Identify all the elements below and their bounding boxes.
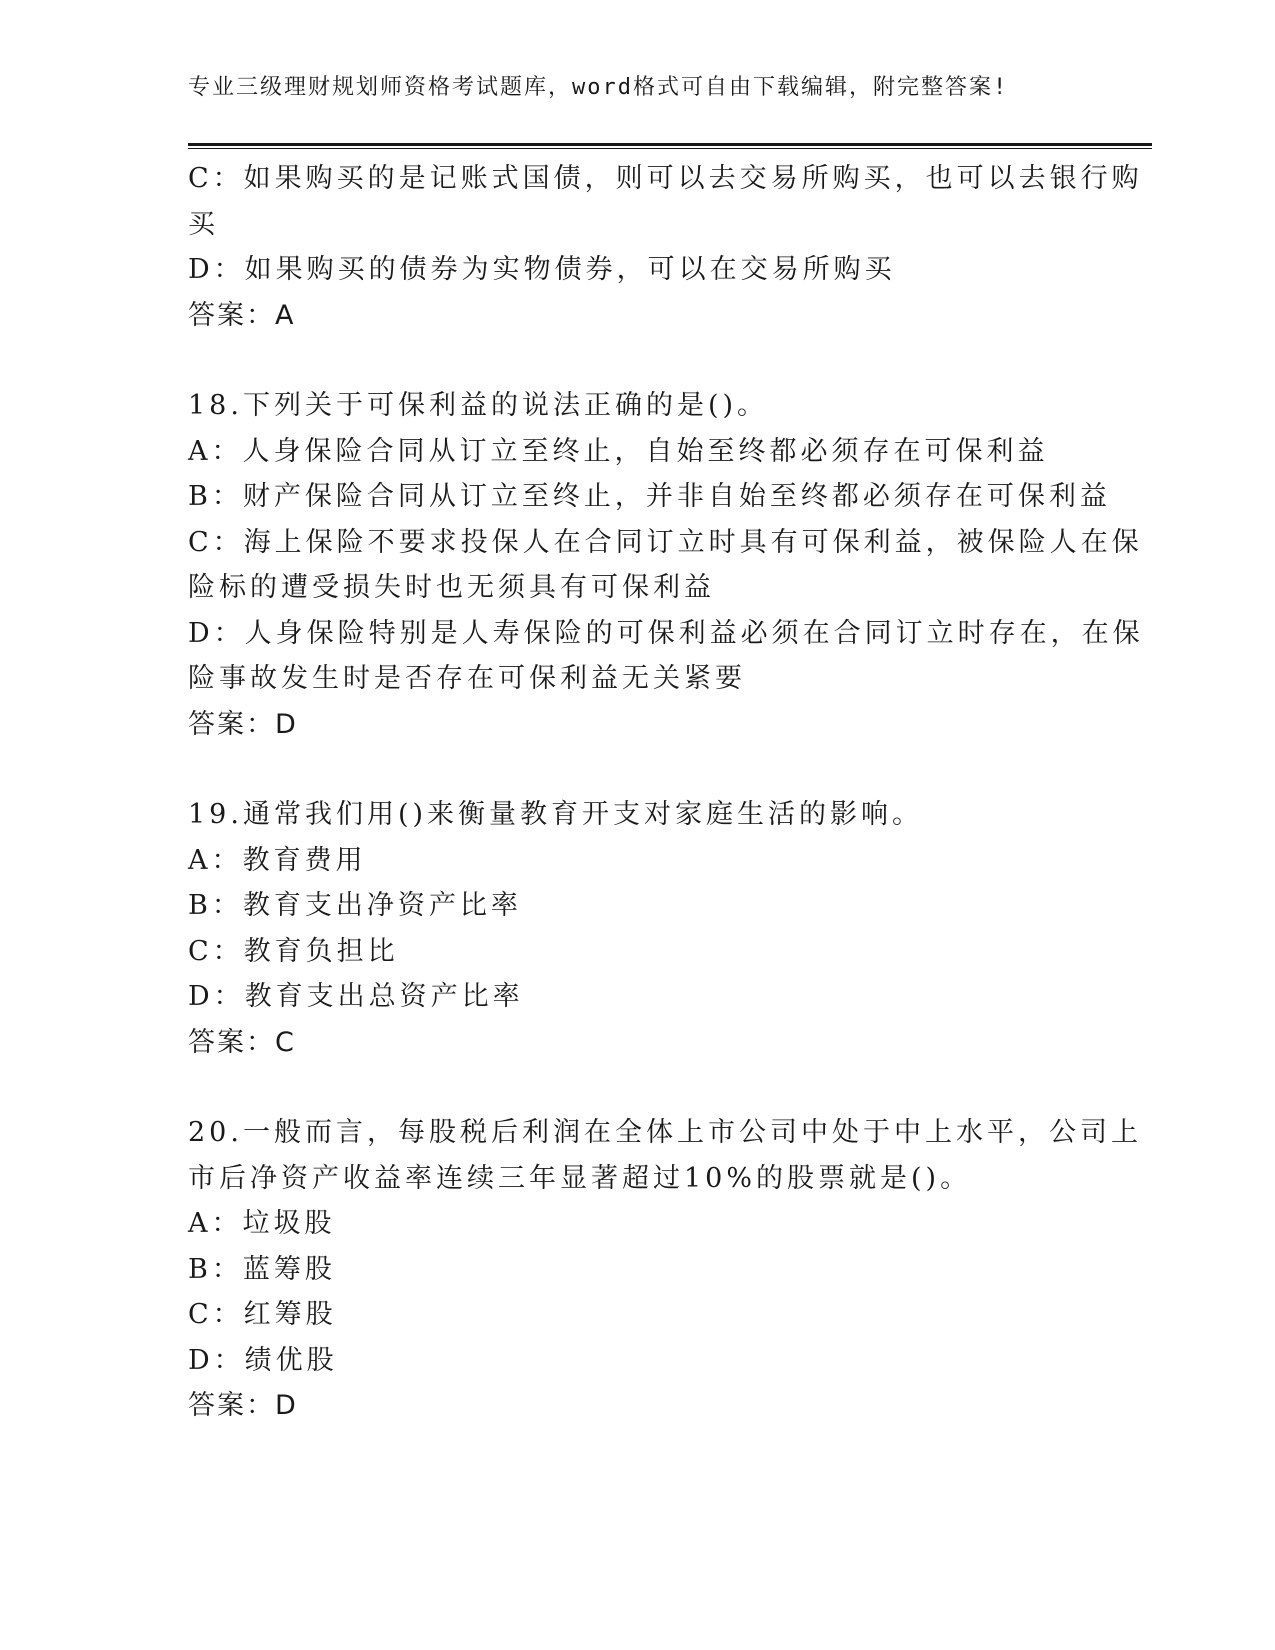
question-stem: 20.一般而言，每股税后利润在全体上市公司中处于中上水平，公司上 <box>188 1117 1142 1148</box>
question-content <box>188 156 1144 1429</box>
question-stem: 19.通常我们用()来衡量教育开支对家庭生活的影响。 <box>188 799 924 830</box>
option-line: 险标的遭受损失时也无须具有可保利益 <box>188 572 715 603</box>
option-line: A：垃圾股 <box>188 1208 336 1239</box>
option-line: 买 <box>188 208 219 240</box>
option-line: B：蓝筹股 <box>188 1253 336 1285</box>
question-19 <box>188 792 1088 1065</box>
option-line: C：教育负担比 <box>188 935 399 967</box>
partial-question <box>188 156 1143 338</box>
option-line: B：财产保险合同从订立至终止，并非自始至终都必须存在可保利益 <box>188 481 1111 512</box>
page-header: 专业三级理财规划师资格考试题库，word格式可自由下载编辑，附完整答案! <box>188 75 1009 100</box>
header-rule-thick <box>188 143 1152 146</box>
spacer <box>188 747 1088 792</box>
option-line: D：教育支出总资产比率 <box>188 981 524 1012</box>
question-stem: 市后净资产收益率连续三年显著超过10%的股票就是()。 <box>188 1162 972 1194</box>
option-line: A：教育费用 <box>188 844 367 876</box>
answer-line: 答案：D <box>188 708 298 740</box>
option-line: D：人身保险特别是人寿保险的可保利益必须在合同订立时存在，在保 <box>188 617 1144 649</box>
option-line: A：人身保险合同从订立至终止，自始至终都必须存在可保利益 <box>188 435 1049 467</box>
option-line: C：如果购买的是记账式国债，则可以去交易所购买，也可以去银行购 <box>188 163 1143 194</box>
option-line: D：绩优股 <box>188 1344 338 1376</box>
answer-line: 答案：D <box>188 1390 298 1421</box>
option-line: C：红筹股 <box>188 1299 337 1330</box>
option-line: C：海上保险不要求投保人在合同订立时具有可保利益，被保险人在保 <box>188 526 1143 558</box>
answer-line: 答案：A <box>188 299 296 331</box>
option-line: D：如果购买的债券为实物债券，可以在交易所购买 <box>188 254 896 285</box>
answer-line: 答案：C <box>188 1026 296 1058</box>
question-stem: 18.下列关于可保利益的说法正确的是()。 <box>188 390 769 421</box>
spacer <box>188 1065 1088 1110</box>
question-20 <box>188 1110 1142 1429</box>
spacer <box>188 338 1088 383</box>
question-18 <box>188 383 1144 747</box>
option-line: B：教育支出净资产比率 <box>188 890 522 921</box>
option-line: 险事故发生时是否存在可保利益无关紧要 <box>188 663 746 694</box>
header-rule-thin <box>188 148 1152 149</box>
